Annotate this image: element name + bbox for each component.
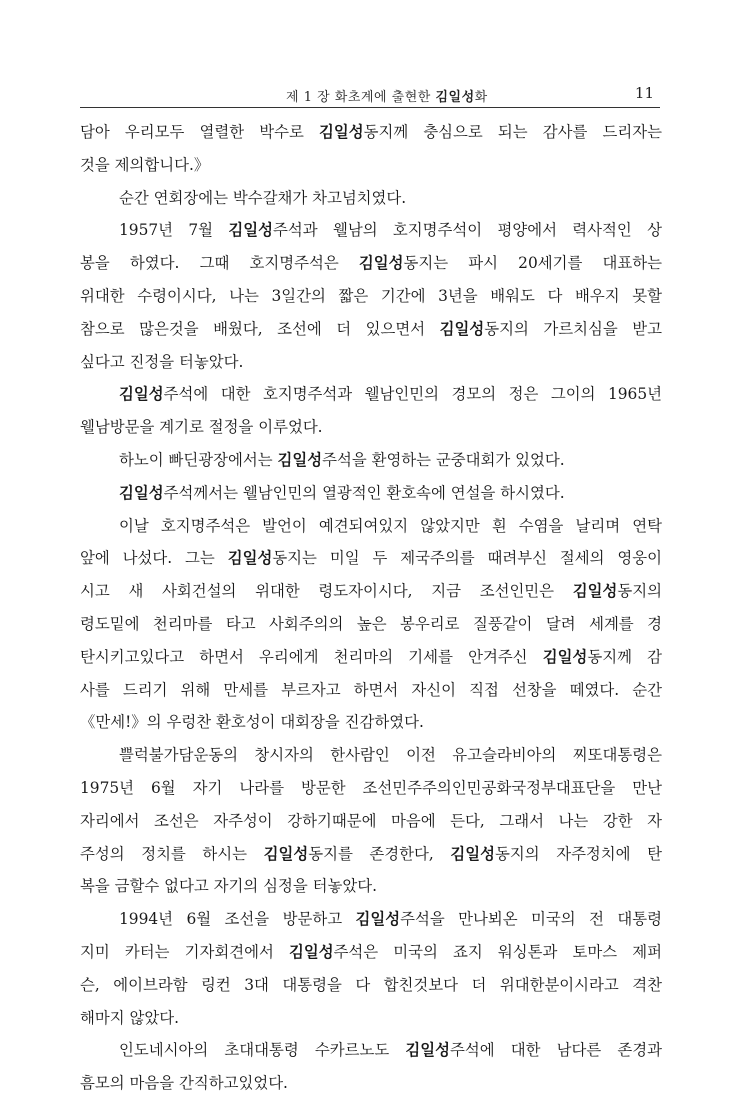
text-line [80, 1034, 662, 1067]
text-run: 주석을 환영하는 군중대회가 있었다. [322, 450, 565, 469]
text-run: 동지는 파시 20세기를 대표하는 [403, 254, 662, 273]
leader-name: 김일성 [355, 910, 401, 929]
text-run: 동지께 충심으로 되는 감사를 드리자는 [363, 123, 662, 141]
text-line [80, 182, 662, 215]
running-head-suffix: 화 [474, 90, 488, 105]
text-line [80, 313, 662, 346]
leader-name: 김일성 [439, 319, 485, 338]
leader-name: 김일성 [119, 385, 164, 404]
text-run: 시고 새 사회건설의 위대한 령도자이시다, 지금 조선인민은 [80, 582, 573, 601]
text-line [80, 477, 662, 510]
body-text [80, 116, 662, 1100]
text-line [80, 641, 662, 674]
running-head [286, 86, 488, 105]
text-run: 담아 우리모두 열렬한 박수로 [80, 123, 319, 141]
page-header [80, 84, 660, 106]
text-run: 주석은 미국의 죠지 워싱톤과 토마스 제퍼 [333, 942, 662, 961]
text-line [80, 411, 662, 444]
text-line [80, 280, 662, 313]
text-run: 1994년 6월 조선을 방문하고 [119, 910, 356, 929]
text-run: 1975년 6월 자기 나라를 방문한 조선민주주의인민공화국정부대표단을 만난 [80, 778, 662, 797]
text-run: 봉을 하였다. 그때 호지명주석은 [80, 254, 359, 273]
text-run: 것을 제의합니다.》 [80, 155, 210, 174]
text-line [80, 936, 662, 969]
header-rule [80, 107, 660, 108]
leader-name: 김일성 [358, 254, 404, 273]
text-run: 자리에서 조선은 자주성이 강하기때문에 마음에 든다, 그래서 나는 강한 자 [80, 811, 662, 830]
text-line [80, 346, 662, 379]
text-run: 주석께서는 웰남인민의 열광적인 환호속에 연설을 하시였다. [163, 483, 565, 502]
text-run: 복을 금할수 없다고 자기의 심정을 터놓았다. [80, 877, 377, 896]
text-run: 하노이 빠딘광장에서는 [119, 450, 278, 469]
text-run: 령도밑에 천리마를 타고 사회주의의 높은 봉우리로 질풍같이 달려 세계를 경 [80, 614, 662, 633]
text-line [80, 805, 662, 838]
text-run: 동지의 가르치심을 받고 [484, 319, 662, 338]
text-line [80, 838, 662, 871]
running-head-prefix: 제 1 장 화초계에 출현한 [286, 90, 436, 105]
leader-name: 김일성 [450, 844, 495, 863]
text-run: 이날 호지명주석은 발언이 예견되여있지 않았지만 흰 수염을 날리며 연탁 [119, 516, 662, 535]
text-run: 참으로 많은것을 배웠다, 조선에 더 있으면서 [80, 319, 440, 338]
text-run: 주석과 웰남의 호지명주석이 평양에서 력사적인 상 [273, 221, 662, 240]
leader-name: 김일성 [542, 647, 588, 666]
text-line [80, 510, 662, 543]
text-run: 동지의 자주정치에 탄 [495, 844, 662, 863]
text-line [80, 542, 662, 575]
text-run: 슨, 에이브라함 링컨 3대 대통령을 다 합친것보다 더 위대한분이시라고 격찬 [80, 975, 662, 994]
text-run: 《만세!》의 우렁찬 환호성이 대회장을 진감하였다. [80, 713, 424, 732]
text-line [80, 247, 662, 280]
text-run: 주석을 만나뵈온 미국의 전 대통령 [400, 910, 662, 929]
text-line [80, 706, 662, 739]
leader-name: 김일성 [405, 1041, 450, 1060]
text-run: 위대한 수령이시다, 나는 3일간의 짧은 기간에 3년을 배워도 다 배우지 못할 [80, 286, 662, 305]
text-run: 동지는 미일 두 제국주의를 때려부신 절세의 영웅이 [272, 549, 662, 568]
text-line [80, 870, 662, 903]
running-head-name: 김일성 [435, 90, 475, 105]
text-run: 지미 카터는 기자회견에서 [80, 942, 289, 961]
leader-name: 김일성 [572, 582, 618, 601]
text-line [80, 772, 662, 805]
text-line [80, 575, 662, 608]
text-line [80, 214, 662, 247]
leader-name: 김일성 [227, 549, 273, 568]
text-run: 사를 드리기 위해 만세를 부르자고 하면서 자신이 직접 선창을 떼였다. 순간 [80, 680, 662, 699]
leader-name: 김일성 [318, 123, 364, 141]
text-run: 주석에 대한 호지명주석과 웰남인민의 경모의 정은 그이의 1965년 [163, 385, 662, 404]
text-run: 1957년 7월 [119, 221, 229, 240]
text-run: 흠모의 마음을 간직하고있었다. [80, 1074, 288, 1093]
text-run: 웰남방문을 계기로 절정을 이루었다. [80, 418, 323, 437]
text-line [80, 739, 662, 772]
page-number: 11 [634, 84, 654, 102]
text-line [80, 149, 662, 182]
text-line [80, 608, 662, 641]
text-run: 주성의 정치를 하시는 [80, 844, 264, 863]
text-run: 인도네시아의 초대대통령 수카르노도 [119, 1041, 406, 1060]
text-run: 쁠럭불가담운동의 창시자의 한사람인 이전 유고슬라비아의 찌또대통령은 [119, 746, 662, 765]
text-line [80, 1067, 662, 1100]
leader-name: 김일성 [277, 450, 323, 469]
leader-name: 김일성 [288, 942, 334, 961]
text-run: 싶다고 진정을 터놓았다. [80, 352, 244, 371]
text-line [80, 444, 662, 477]
text-line [80, 116, 662, 149]
text-run: 동지께 감 [587, 647, 662, 666]
text-line [80, 1002, 662, 1035]
text-run: 해마지 않았다. [80, 1008, 179, 1027]
text-run: 순간 연회장에는 박수갈채가 차고넘치였다. [119, 188, 407, 207]
text-line [80, 674, 662, 707]
text-line [80, 969, 662, 1002]
text-run: 동지의 [617, 582, 662, 601]
text-run: 주석에 대한 남다른 존경과 [449, 1041, 662, 1060]
text-run: 탄시키고있다고 하면서 우리에게 천리마의 기세를 안겨주신 [80, 647, 543, 666]
text-run: 동지를 존경한다, [308, 844, 451, 863]
leader-name: 김일성 [228, 221, 274, 240]
leader-name: 김일성 [119, 483, 164, 502]
text-line [80, 903, 662, 936]
leader-name: 김일성 [263, 844, 309, 863]
text-run: 앞에 나섰다. 그는 [80, 549, 228, 568]
text-line [80, 378, 662, 411]
